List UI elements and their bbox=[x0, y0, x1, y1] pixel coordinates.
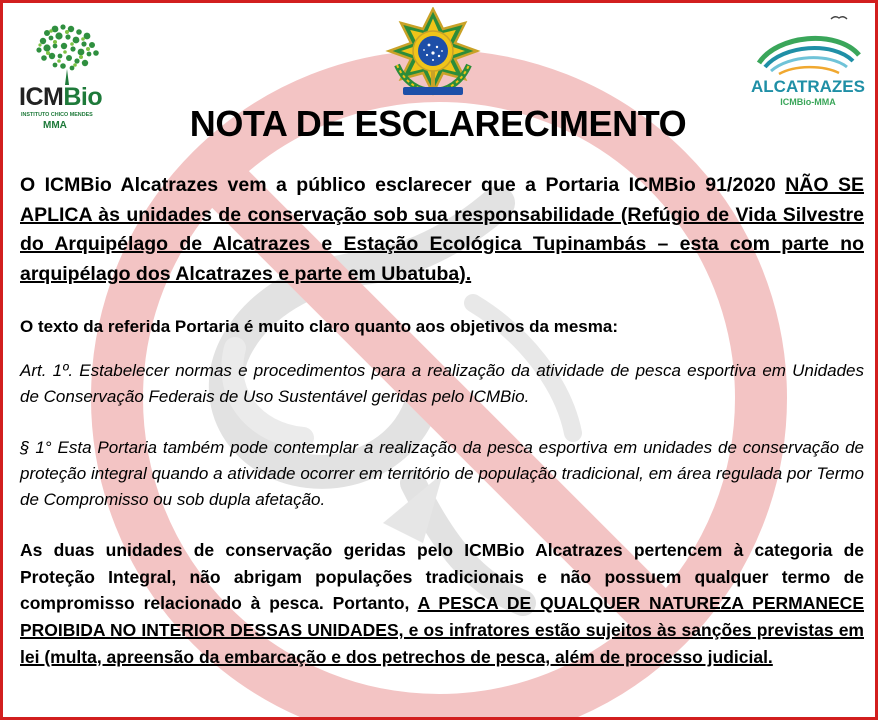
paragraph-clarification-underlined: NÃO SE APLICA às unidades de conservação sob sua responsabilidade (Refúgio de Vida Silvestre do Arquipélago de Alcatrazes e Estação Ecológica Tupinambás – esta com parte no arquipélago dos Alcatrazes e parte em Ubatuba). bbox=[20, 174, 865, 285]
alcatrazes-island-icon bbox=[749, 9, 867, 75]
alcatrazes-subtitle: ICMBio-MMA bbox=[780, 97, 836, 107]
icmbio-wordmark: ICMBio bbox=[19, 83, 103, 111]
icmbio-ministry: MMA bbox=[43, 120, 67, 131]
page-title: NOTA DE ESCLARECIMENTO bbox=[189, 103, 687, 144]
paragraph-clarification bbox=[20, 171, 864, 289]
quote-article-1: Art. 1º. Estabelecer normas e procedimentos para a realização da atividade de pesca esportiva em Unidades de Conservação Federais de Uso Sustentável geridas pelo ICMBio. bbox=[20, 361, 864, 406]
alcatrazes-logo bbox=[749, 9, 867, 109]
brazil-coat-of-arms bbox=[385, 7, 481, 99]
icmbio-tagline: INSTITUTO CHICO MENDES bbox=[21, 112, 93, 118]
paragraph-portaria-objectives: O texto da referida Portaria é muito claro quanto aos objetivos da mesma: bbox=[20, 317, 618, 336]
quote-paragraph-1: § 1° Esta Portaria também pode contemplar a realização da pesca esportiva em unidades de conservação de proteção integral quando a atividade ocorrer em território de população tradicional, em área regulada por Termo de Compromisso ou sob dupla afetação. bbox=[20, 438, 864, 509]
paragraph-conclusion bbox=[20, 537, 864, 671]
paragraph-conclusion-intro: As duas unidades de conservação geridas pelo ICMBio Alcatrazes pertencem à categoria de Proteção Integral, não abrigam populações tradicionais e não possuem qualquer termo de compromisso relacionado à pesca. Portanto, bbox=[20, 540, 864, 614]
icmbio-tree-icon bbox=[25, 19, 111, 85]
paragraph-conclusion-underlined: A PESCA DE QUALQUER NATUREZA PERMANECE PROIBIDA NO INTERIOR DESSAS UNIDADES, e os infratores estão sujeitos às sanções previstas em lei (multa, apreensão da embarcação e dos petrechos de pesca, além de processo judicial. bbox=[20, 593, 864, 667]
icmbio-logo bbox=[15, 19, 115, 131]
paragraph-clarification-intro: O ICMBio Alcatrazes vem a público esclarecer que a Portaria ICMBio 91/2020 bbox=[20, 174, 786, 196]
alcatrazes-wordmark: ALCATRAZES bbox=[751, 77, 865, 96]
seabird-icon bbox=[831, 17, 847, 19]
